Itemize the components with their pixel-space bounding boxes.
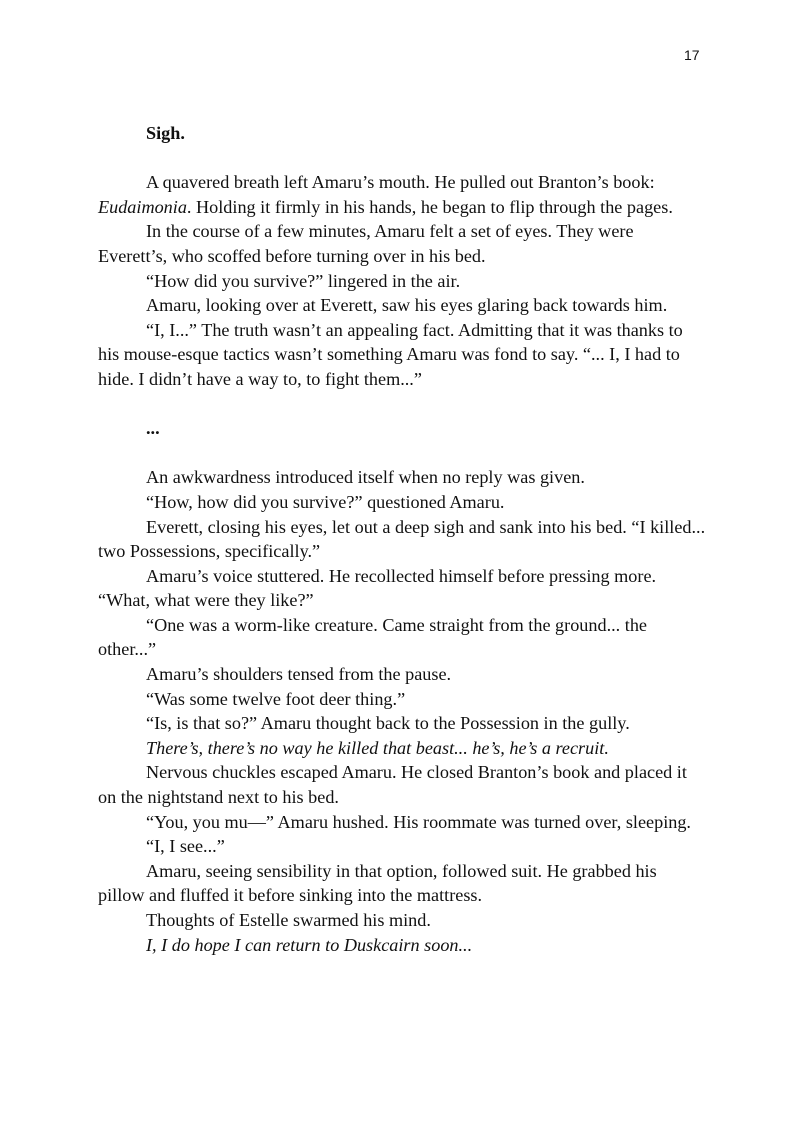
paragraph: Amaru’s voice stuttered. He recollected himself before pressing more. “What, what were they like?” bbox=[98, 565, 657, 611]
paragraph: “How did you survive?” lingered in the air. bbox=[146, 270, 461, 291]
paragraph: Thoughts of Estelle swarmed his mind. bbox=[146, 910, 431, 930]
paragraph: Amaru, seeing sensibility in that option, followed suit. He grabbed his pillow and fluffed it before sinking into the mattress. bbox=[98, 860, 657, 906]
blank-line bbox=[98, 392, 706, 417]
paragraph: Everett, closing his eyes, let out a deep sigh and sank into his bed. “I killed... two Possessions, specifically.” bbox=[98, 516, 706, 562]
paragraph: “Is, is that so?” Amaru thought back to the Possession in the gully. bbox=[146, 713, 630, 734]
paragraph: In the course of a few minutes, Amaru felt a set of eyes. They were Everett’s, who scoffed before turning over in his bed. bbox=[98, 221, 634, 266]
paragraph bbox=[98, 170, 706, 219]
blank-line bbox=[98, 146, 706, 171]
paragraph-text: . Holding it firmly in his hands, he began to flip through the pages. bbox=[186, 196, 673, 217]
paragraph: Nervous chuckles escaped Amaru. He closed Branton’s book and placed it on the nightstand next to his bed. bbox=[98, 762, 687, 808]
paragraph: “I, I see...” bbox=[146, 836, 225, 857]
paragraph: “You, you mu—” Amaru hushed. His roommate was turned over, sleeping. bbox=[146, 811, 691, 832]
page-number: 17 bbox=[684, 47, 700, 63]
paragraph: Amaru, looking over at Everett, saw his eyes glaring back towards him. bbox=[146, 295, 668, 316]
section-heading: Sigh. bbox=[146, 123, 185, 143]
paragraph: “How, how did you survive?” questioned Amaru. bbox=[146, 491, 505, 512]
blank-line bbox=[98, 441, 706, 466]
body-text bbox=[98, 121, 706, 957]
paragraph: “I, I...” The truth wasn’t an appealing fact. Admitting that it was thanks to his mouse-esque tactics wasn’t something Amaru was fond to say. “... I, I had to hide. I didn’t have a way to, to fight them...” bbox=[98, 319, 683, 389]
paragraph: An awkwardness introduced itself when no reply was given. bbox=[146, 467, 585, 488]
book-title: Eudaimonia bbox=[98, 196, 187, 217]
inner-thought: There’s, there’s no way he killed that beast... he’s, he’s a recruit. bbox=[146, 737, 609, 758]
paragraph: “Was some twelve foot deer thing.” bbox=[146, 688, 406, 709]
paragraph-text: A quavered breath left Amaru’s mouth. He pulled out Branton’s book: bbox=[146, 172, 655, 193]
paragraph: “One was a worm-like creature. Came straight from the ground... the other...” bbox=[98, 614, 647, 660]
paragraph: Amaru’s shoulders tensed from the pause. bbox=[146, 664, 452, 685]
inner-thought: I, I do hope I can return to Duskcairn soon... bbox=[146, 934, 473, 955]
scene-break: ... bbox=[146, 418, 160, 439]
